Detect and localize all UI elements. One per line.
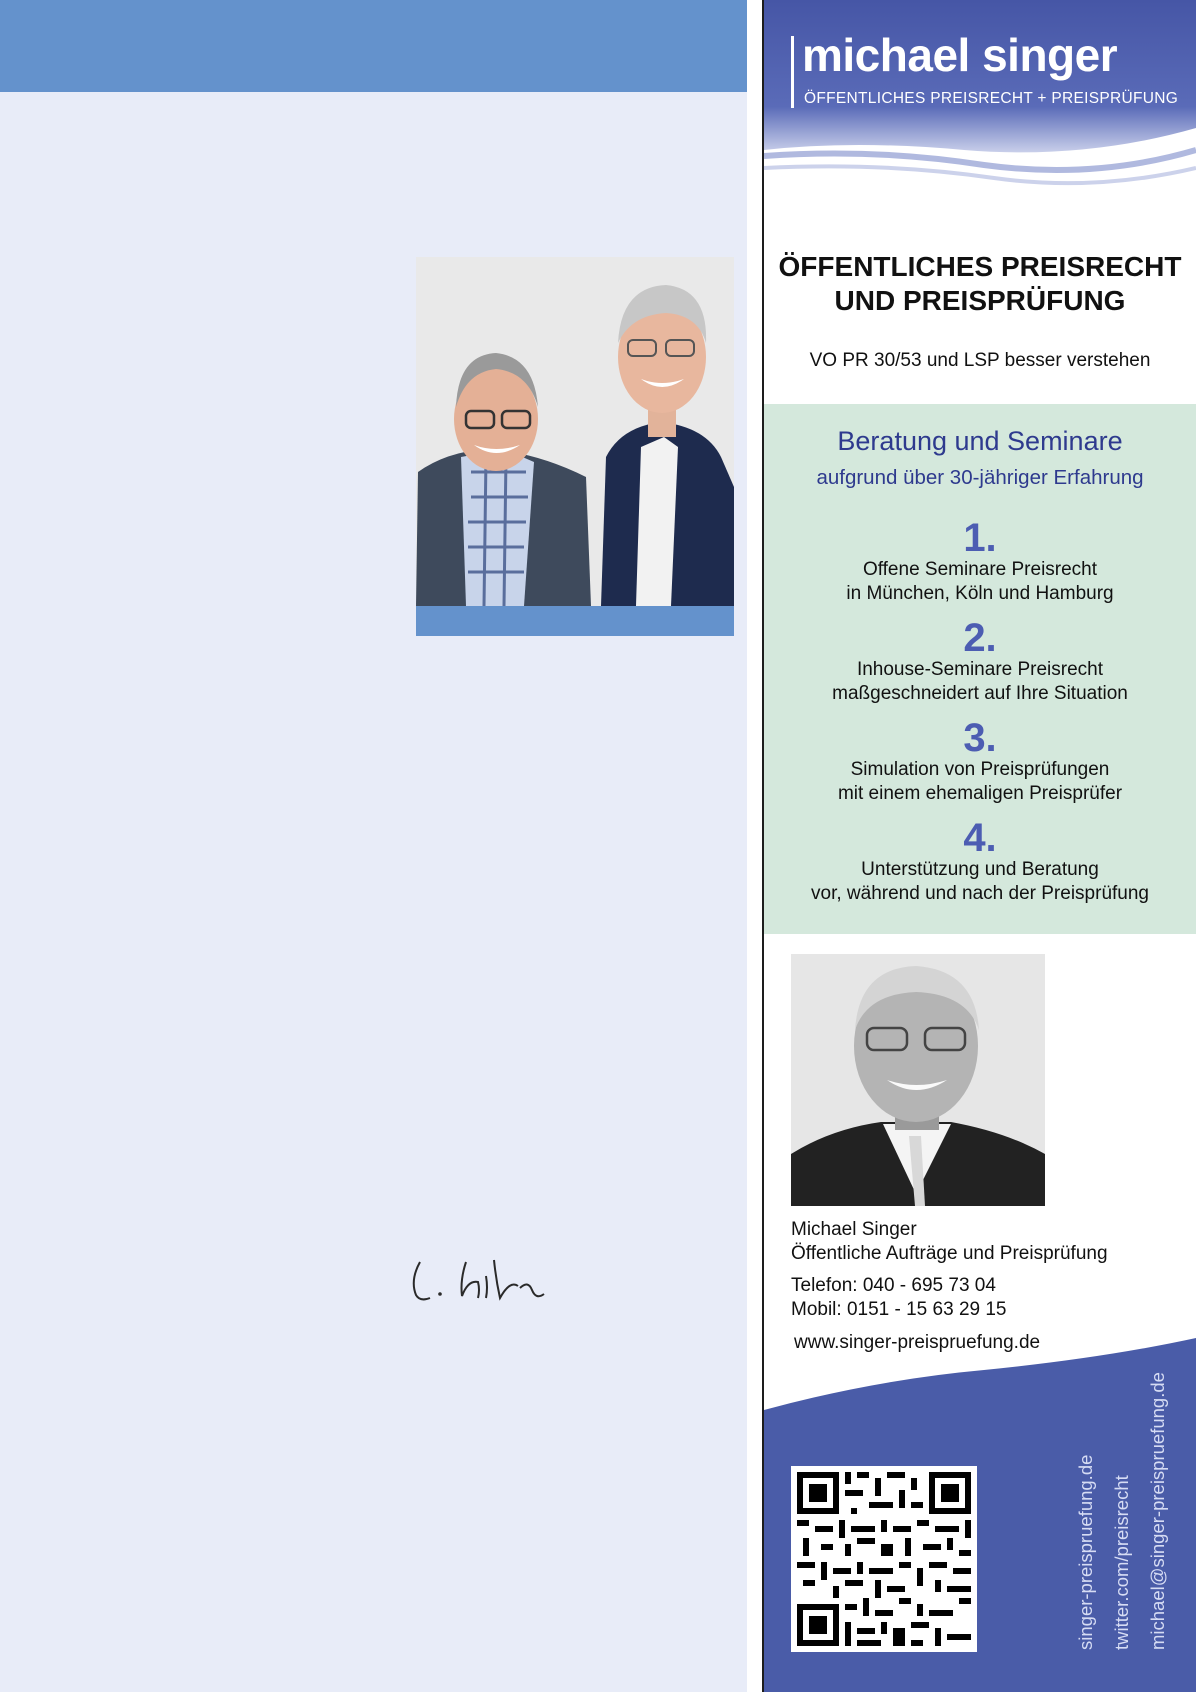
service-item (764, 818, 1196, 906)
service-number: 3. (963, 716, 997, 760)
service-line: Inhouse-Seminare Preisrecht (856, 659, 1104, 680)
portrait-photo (791, 954, 1045, 1206)
contact-role: Öffentliche Aufträge und Preisprüfung (791, 1243, 1108, 1264)
qr-code-icon[interactable] (791, 1466, 977, 1652)
service-number: 1. (963, 516, 997, 560)
brand-accent-bar (791, 36, 794, 108)
photo-caption-bar (416, 606, 734, 636)
service-item (764, 618, 1196, 706)
service-item (764, 518, 1196, 606)
footer-link-email[interactable]: michael@singer-preispruefung.de (1147, 1372, 1168, 1650)
team-photo (416, 257, 734, 606)
contact-block (791, 1218, 1108, 1322)
footer (764, 1330, 1196, 1692)
service-line: vor, während und nach der Preisprüfung (811, 883, 1149, 904)
service-line: Unterstützung und Beratung (861, 859, 1099, 880)
service-line: mit einem ehemaligen Preisprüfer (837, 783, 1123, 804)
service-line: Simulation von Preisprüfungen (850, 759, 1110, 780)
services-subtitle: aufgrund über 30-jähriger Erfahrung (816, 466, 1144, 489)
contact-phone[interactable]: Telefon: 040 - 695 73 04 (791, 1275, 996, 1296)
headline (764, 250, 1196, 318)
brand-header (764, 0, 1196, 195)
service-item (764, 718, 1196, 806)
contact-mobile[interactable]: Mobil: 0151 - 15 63 29 15 (791, 1299, 1007, 1320)
service-line: maßgeschneidert auf Ihre Situation (832, 683, 1128, 704)
headline-line2: UND PREISPRÜFUNG (834, 285, 1126, 316)
brand-name: michael singer (802, 29, 1118, 81)
services-title: Beratung und Seminare (837, 426, 1123, 456)
service-number: 4. (963, 816, 997, 860)
service-line: in München, Köln und Hamburg (846, 583, 1114, 604)
services-box (764, 404, 1196, 934)
brand-tagline: ÖFFENTLICHES PREISRECHT + PREISPRÜFUNG (804, 90, 1179, 107)
team-photo-block (416, 257, 734, 636)
contact-website[interactable]: www.singer-preispruefung.de (794, 1332, 1041, 1353)
service-line: Offene Seminare Preisrecht (862, 559, 1098, 580)
right-panel (764, 0, 1196, 1692)
headline-line1: ÖFFENTLICHES PREISRECHT (778, 251, 1182, 282)
footer-link-website[interactable]: singer-preispruefung.de (1075, 1454, 1096, 1650)
service-number: 2. (963, 616, 997, 660)
left-top-banner (0, 0, 747, 92)
contact-name: Michael Singer (791, 1219, 917, 1240)
signature (408, 1250, 588, 1310)
footer-link-twitter[interactable]: twitter.com/preisrecht (1111, 1475, 1132, 1650)
subline: VO PR 30/53 und LSP besser verstehen (809, 350, 1151, 371)
